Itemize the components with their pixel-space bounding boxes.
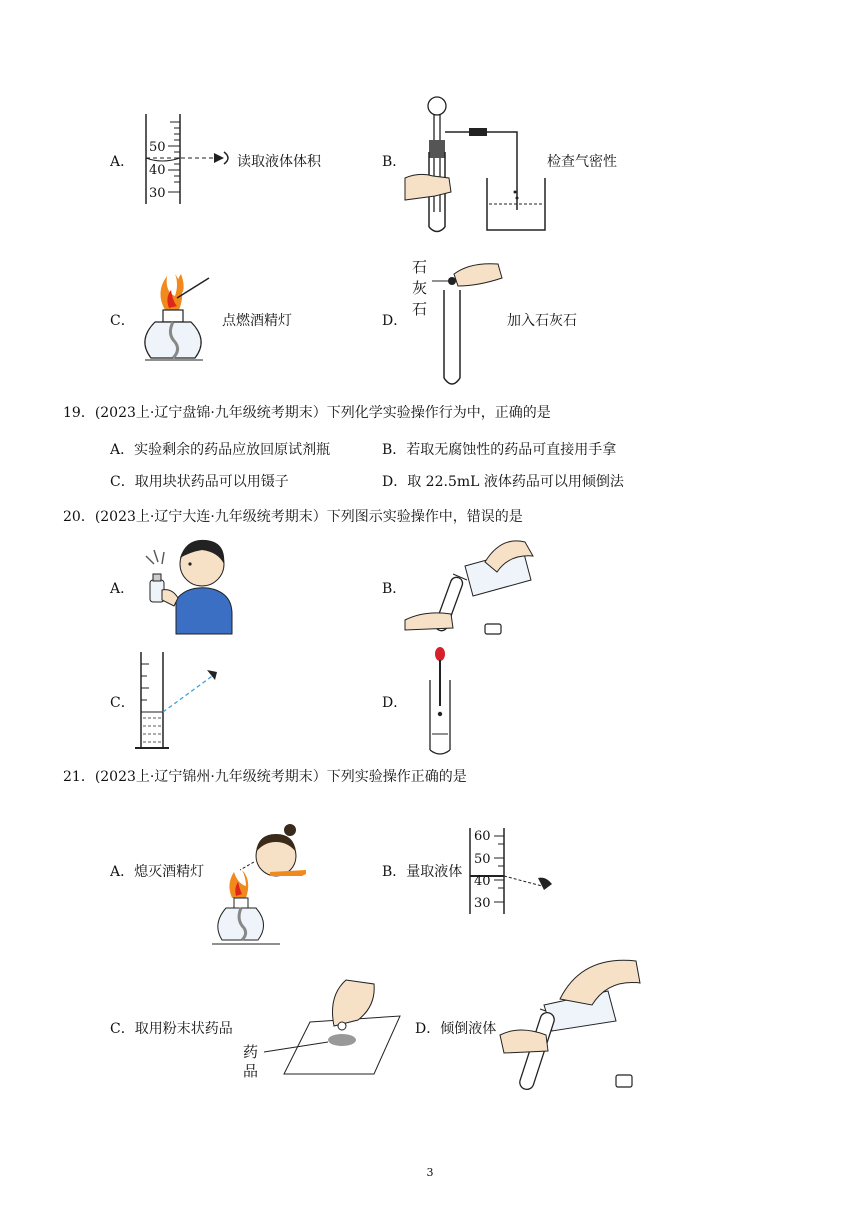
q18-airtightness-figure <box>405 92 550 237</box>
q21-option-a-label: A．熄灭酒精灯 <box>110 864 205 880</box>
q19-option-a: A．实验剩余的药品应放回原试剂瓶 <box>110 442 331 458</box>
q19-option-c: C．取用块状药品可以用镊子 <box>110 474 289 490</box>
q18-option-a-label: A． <box>110 154 135 170</box>
q18-option-c-label: C． <box>110 313 135 329</box>
q20-smelling-gas-figure <box>136 534 236 638</box>
q18-d-side-char-2: 灰 <box>412 279 428 297</box>
q21-b-tick-60: 60 <box>474 829 491 844</box>
q21-blowing-out-lamp-figure <box>210 824 310 948</box>
q18-option-b-label: B． <box>382 154 407 170</box>
q19-option-d: D．取 22.5mL 液体药品可以用倾倒法 <box>382 474 624 490</box>
q20-dropper-figure <box>425 646 455 756</box>
q18-option-b-caption: 检查气密性 <box>547 154 617 170</box>
q18-a-tick-30: 30 <box>149 186 166 201</box>
q20-option-b-label: B． <box>382 581 407 597</box>
q18-alcohol-lamp-lighting-figure <box>135 270 215 366</box>
q20-option-a-label: A． <box>110 581 135 597</box>
q21-option-b-label: B．量取液体 <box>382 864 463 880</box>
q18-option-a-caption: 读取液体体积 <box>237 154 321 170</box>
q21-option-c-label: C．取用粉末状药品 <box>110 1021 233 1037</box>
q18-option-d-caption: 加入石灰石 <box>507 313 577 329</box>
q21-c-side-char-1: 药 <box>243 1043 259 1061</box>
q18-option-c-caption: 点燃酒精灯 <box>222 313 292 329</box>
q21-b-tick-40: 40 <box>474 874 491 889</box>
q20-cylinder-reading-figure <box>135 644 225 752</box>
q21-b-tick-30: 30 <box>474 896 491 911</box>
q18-d-side-char-3: 石 <box>412 300 428 318</box>
q20-option-d-label: D． <box>382 695 408 711</box>
q20-option-c-label: C． <box>110 695 135 711</box>
q21-b-tick-50: 50 <box>474 852 491 867</box>
q18-d-side-char-1: 石 <box>412 258 428 276</box>
q21-pouring-liquid-figure <box>500 955 645 1095</box>
q20-stem: 20．(2023上·辽宁大连·九年级统考期末）下列图示实验操作中，错误的是 <box>63 509 523 525</box>
q21-stem: 21．(2023上·辽宁锦州·九年级统考期末）下列实验操作正确的是 <box>63 769 467 785</box>
q18-add-limestone-figure <box>428 256 508 388</box>
q21-option-d-label: D．倾倒液体 <box>415 1021 497 1037</box>
q21-c-side-char-2: 品 <box>243 1062 259 1080</box>
q20-pouring-liquid-figure <box>405 536 535 636</box>
q18-option-d-label: D． <box>382 313 408 329</box>
q21-powder-taking-figure <box>262 976 402 1080</box>
q19-stem: 19．(2023上·辽宁盘锦·九年级统考期末）下列化学实验操作行为中，正确的是 <box>63 405 551 421</box>
q19-option-b: B．若取无腐蚀性的药品可直接用手拿 <box>382 442 617 458</box>
q18-a-tick-50: 50 <box>149 140 166 155</box>
page-number: 3 <box>426 1166 434 1179</box>
q18-a-tick-40: 40 <box>149 163 166 178</box>
